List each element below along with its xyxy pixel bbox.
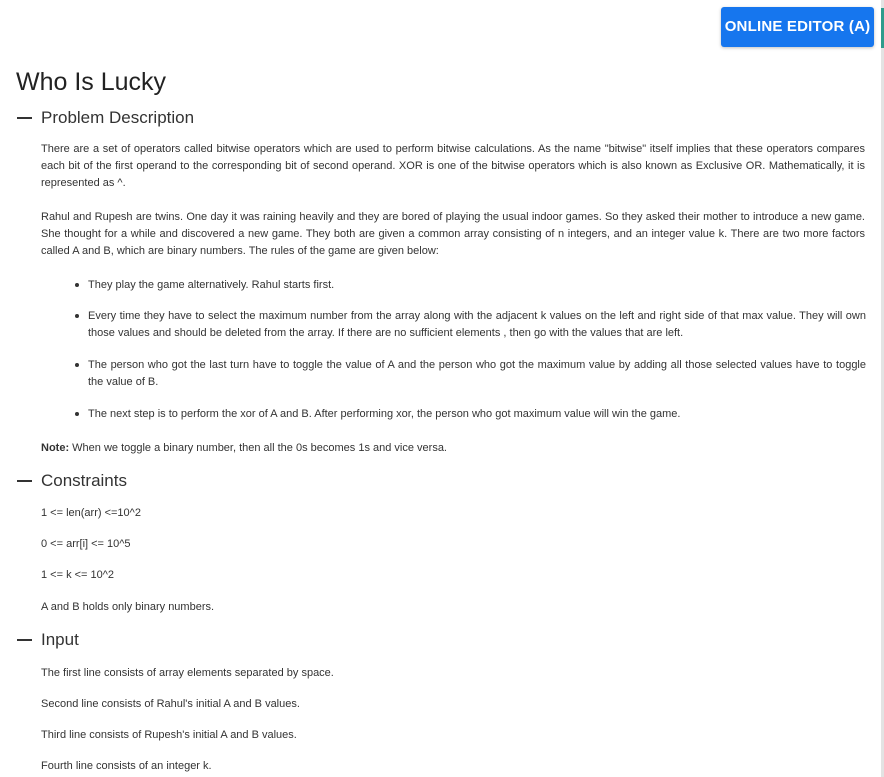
collapse-minus-icon[interactable] — [17, 480, 32, 482]
constraint-line: 1 <= k <= 10^2 — [41, 569, 115, 581]
online-editor-button[interactable]: ONLINE EDITOR (A) — [721, 7, 874, 47]
description-paragraph-2: Rahul and Rupesh are twins. One day it was raining heavily and they are bored of playing the usual indoor games. So they asked their mother to introduce a new game. She thought for a while and discovered a new game. They both are given a common array consisting of n integers, and an integer value k. There are two more factors called A and B, which are binary numbers. The rules of the game are given below: — [41, 211, 865, 257]
note-text: When we toggle a binary number, then all the 0s becomes 1s and vice versa. — [69, 442, 447, 454]
constraint-line: A and B holds only binary numbers. — [41, 601, 215, 613]
collapse-minus-icon[interactable] — [17, 117, 32, 119]
input-line: Fourth line consists of an integer k. — [41, 760, 212, 772]
section-heading-input[interactable] — [17, 629, 79, 651]
bullet-icon — [75, 363, 79, 367]
bullet-icon — [75, 283, 79, 287]
collapse-minus-icon[interactable] — [17, 639, 32, 641]
section-heading-constraints[interactable] — [17, 470, 127, 492]
bullet-icon — [75, 314, 79, 318]
list-item-text: The next step is to perform the xor of A and B. After performing xor, the person who got maximum value will win the game. — [88, 408, 681, 420]
constraint-line: 1 <= len(arr) <=10^2 — [41, 507, 141, 519]
list-item-text: They play the game alternatively. Rahul starts first. — [88, 279, 335, 291]
section-heading-label: Constraints — [41, 471, 127, 490]
note-label: Note: — [41, 442, 70, 454]
constraint-line: 0 <= arr[i] <= 10^5 — [41, 538, 131, 550]
input-line: The first line consists of array elements separated by space. — [41, 667, 334, 679]
description-paragraph-1: There are a set of operators called bitwise operators which are used to perform bitwise calculations. As the name "bitwise" itself implies that these operators compares each bit of the first operand to the corresponding bit of second operand. XOR is one of the bitwise operators which is also known as Exclusive OR. Mathematically, it is represented as ^. — [41, 143, 865, 189]
list-item — [74, 406, 866, 423]
bullet-icon — [75, 412, 79, 416]
list-item — [74, 277, 866, 294]
list-item-text: Every time they have to select the maximum number from the array along with the adjacent k values on the left and right side of that max value. They will own those values and should be deleted from the array. If there are no sufficient elements , then go with the values that are left. — [88, 310, 866, 339]
section-heading-description[interactable] — [17, 107, 194, 129]
note-line — [41, 440, 447, 456]
input-line: Second line consists of Rahul's initial A and B values. — [41, 698, 300, 710]
list-item — [74, 308, 866, 342]
page-title: Who Is Lucky — [16, 68, 167, 96]
section-heading-label: Problem Description — [41, 108, 195, 127]
section-heading-label: Input — [41, 630, 79, 649]
input-line: Third line consists of Rupesh's initial A and B values. — [41, 729, 297, 741]
list-item — [74, 357, 866, 391]
list-item-text: The person who got the last turn have to toggle the value of A and the person who got the maximum value by adding all those selected values have to toggle the value of B. — [88, 359, 866, 388]
